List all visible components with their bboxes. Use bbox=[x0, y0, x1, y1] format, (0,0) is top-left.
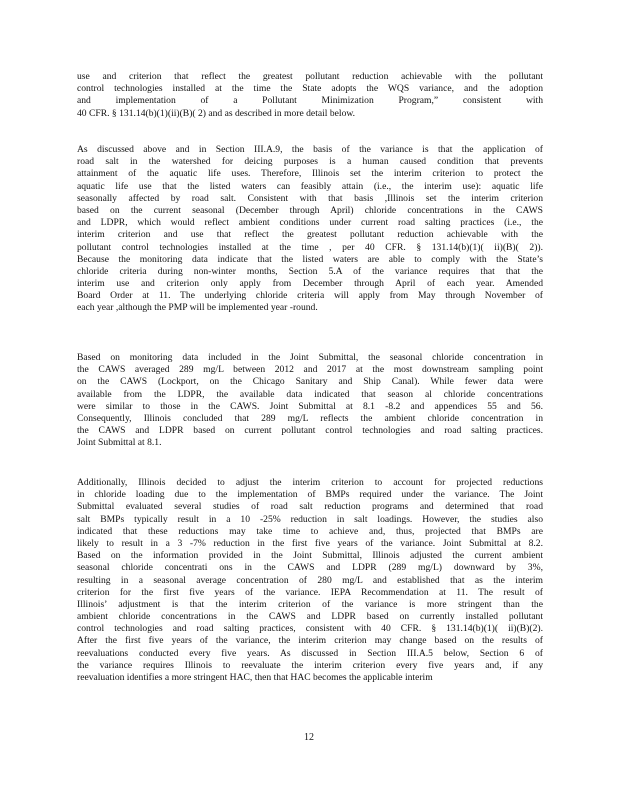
text-line: Based on the information provided in the Joint Submittal, Illinois adjusted the current ambient bbox=[77, 550, 543, 562]
paragraph-3 bbox=[77, 352, 543, 450]
text-line: interim use and criterion only apply from December through April of each year. Amended bbox=[77, 278, 543, 290]
text-line: were similar to those in the CAWS. Joint Submittal at 8.1 -8.2 and appendices 55 and 56. bbox=[77, 400, 543, 412]
text-line: interim criterion and use that reflect the greatest pollutant reduction achievable with the bbox=[77, 229, 543, 241]
paragraph-4 bbox=[77, 477, 543, 684]
text-line: Because the monitoring data indicate that the listed waters are able to comply with the State’s bbox=[77, 253, 543, 265]
text-line: control technologies installed at the time the State adopts the WQS variance, and the adoption bbox=[77, 83, 543, 95]
text-line: Joint Submittal at 8.1. bbox=[77, 437, 162, 449]
text-line: Additionally, Illinois decided to adjust the interim criterion to account for projected reductions bbox=[77, 477, 543, 488]
text-line: seasonally affected by road salt. Consistent with that basis ,Illinois set the interim criterion bbox=[77, 192, 543, 204]
text-line: and implementation of a Pollutant Minimization Program,” consistent with bbox=[77, 95, 543, 107]
text-line: criterion for the first five years of the variance. IEPA Recommendation at 11. The result of bbox=[77, 586, 543, 598]
text-line: road salt in the watershed for deicing purposes is a human caused condition that prevents bbox=[77, 156, 543, 168]
page-number: 12 bbox=[304, 732, 314, 743]
text-line: Consequently, Illinois concluded that 289 mg/L reflects the ambient chloride concentration in bbox=[77, 412, 543, 424]
text-line: each year ,although the PMP will be implemented year -round. bbox=[77, 302, 318, 314]
text-line: the variance requires Illinois to reevaluate the interim criterion every five years and, if any bbox=[77, 659, 543, 671]
text-line: reevaluation identifies a more stringent HAC, then that HAC becomes the applicable interim bbox=[77, 672, 433, 683]
text-line: based on the current seasonal (December through April) chloride concentrations in the CAWS bbox=[77, 204, 543, 216]
paragraph-2 bbox=[77, 144, 543, 315]
text-line: After the first five years of the variance, the interim criterion may change based on the results of bbox=[77, 635, 543, 647]
text-line: and LDPR, which would reflect ambient conditions under current road salting practices (i.e., the bbox=[77, 217, 543, 229]
paragraph-1 bbox=[77, 71, 543, 120]
text-line: chloride criteria during non-winter months, Section 5.A of the variance requires that that the bbox=[77, 265, 543, 277]
text-line: the CAWS and LDPR based on current pollutant control technologies and road salting practices. bbox=[77, 425, 543, 437]
text-line: Illinois’ adjustment is that the interim criterion of the variance is more stringent than the bbox=[77, 598, 543, 610]
text-line: likely to result in a 3 -7% reduction in the first five years of the variance. Joint Submittal at 8.2. bbox=[77, 537, 543, 549]
text-line: attainment of the aquatic life uses. Therefore, Illinois set the interim criterion to protect the bbox=[77, 168, 543, 180]
text-line: Board Order at 11. The underlying chloride criteria will apply from May through November of bbox=[77, 290, 543, 302]
text-line: aquatic life use that the listed waters can feasibly attain (i.e., the interim use): aquatic life bbox=[77, 180, 543, 192]
text-line: 40 CFR. § 131.14(b)(1)(ii)(B)( 2) and as described in more detail below. bbox=[77, 107, 356, 119]
text-line: salt BMPs typically result in a 10 -25% reduction in salt loadings. However, the studies also bbox=[77, 513, 543, 525]
text-line: reevaluations conducted every five years. As discussed in Section III.A.5 below, Section 6 of bbox=[77, 647, 543, 659]
text-line: control technologies and road salting practices, consistent with 40 CFR. § 131.14(b)(1)( ii)(B)(2). bbox=[77, 623, 543, 635]
text-line: Submittal evaluated several studies of road salt reduction programs and determined that road bbox=[77, 501, 543, 513]
text-line: in chloride loading due to the implementation of BMPs required under the variance. The Joint bbox=[77, 489, 543, 501]
text-line: the CAWS averaged 289 mg/L between 2012 and 2017 at the most downstream sampling point bbox=[77, 364, 543, 376]
text-line: indicated that these reductions may take time to achieve and, thus, projected that BMPs are bbox=[77, 525, 543, 537]
text-line: As discussed above and in Section III.A.9, the basis of the variance is that the application of bbox=[77, 144, 543, 155]
text-line: resulting in a seasonal average concentration of 280 mg/L and established that as the interim bbox=[77, 574, 543, 586]
text-line: seasonal chloride concentrati ons in the CAWS and LDPR (289 mg/L) downward by 3%, bbox=[77, 562, 543, 574]
text-line: available from the LDPR, the available data indicated that season al chloride concentrations bbox=[77, 388, 543, 400]
text-line: use and criterion that reflect the greatest pollutant reduction achievable with the pollutant bbox=[77, 71, 543, 82]
text-line: on the CAWS (Lockport, on the Chicago Sanitary and Ship Canal). While fewer data were bbox=[77, 376, 543, 388]
text-line: Based on monitoring data included in the Joint Submittal, the seasonal chloride concentration in bbox=[77, 352, 543, 363]
text-line: ambient chloride concentrations in the CAWS and LDPR based on currently installed pollutant bbox=[77, 611, 543, 623]
text-line: pollutant control technologies installed at the time , per 40 CFR. § 131.14(b)(1)( ii)(B)( 2)). bbox=[77, 241, 543, 253]
